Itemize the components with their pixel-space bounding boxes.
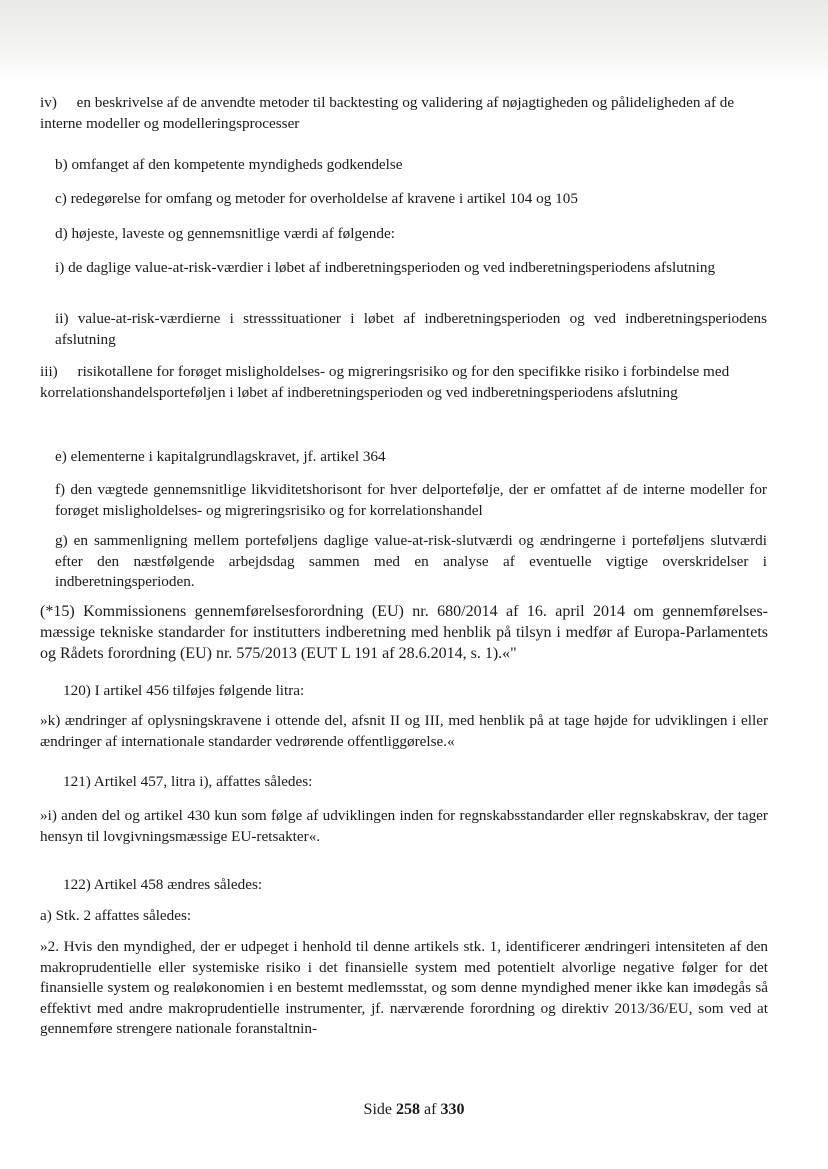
paragraph-b: b) omfanget af den kompetente myndigheds godkendelse: [55, 156, 403, 173]
footer-page-number: 258: [396, 1101, 420, 1118]
footer-middle: af: [424, 1101, 437, 1118]
paragraph-d: d) højeste, laveste og gennemsnitlige værdi af følgende:: [55, 225, 395, 242]
paragraph-d-iii-number: iii): [40, 363, 58, 380]
item-121-i: »i) anden del og artikel 430 kun som følge af udviklingen inden for regnskabsstandarder eller regnskabskrav, der tager hensyn til lovgivningsmæssige EU-retsakter«.: [40, 807, 768, 845]
item-120: 120) I artikel 456 tilføjes følgende litra:: [63, 682, 305, 699]
item-120-k: »k) ændringer af oplysningskravene i ottende del, afsnit II og III, med henblik på at tage højde for udviklingen i eller ændringer af internationale standarder vedrørende offentliggørelse.«: [40, 712, 768, 750]
item-121: 121) Artikel 457, litra i), affattes således:: [63, 773, 313, 790]
item-122-a: a) Stk. 2 affattes således:: [40, 907, 192, 924]
paragraph-iv: [40, 93, 770, 134]
paragraph-d-ii: ii) value-at-risk-værdierne i stresssituationer i løbet af indberetningsperioden og ved indberetningsperiodens afslutning: [55, 310, 767, 348]
paragraph-e: e) elementerne i kapitalgrundlagskravet, jf. artikel 364: [55, 448, 386, 465]
paragraph-d-iii-text: risikotallene for forøget misligholdelses- og migreringsrisiko og for den specifikke risiko i forbindelse med korrelationshandelsporteføljen i løbet af indberetningsperioden og ved indberetningsperiodens afslutning: [40, 363, 730, 401]
scan-header-shadow: [0, 0, 828, 82]
paragraph-d-iii: [40, 362, 770, 403]
footnote-15: (*15) Kommissionens gennemførelsesforordning (EU) nr. 680/2014 af 16. april 2014 om gennemførelsesmæssige tekniske standarder for institutters indberetning med henblik på tilsyn i medfør af Europa-Parlamentets og Rådets forordning (EU) nr. 575/2013 (EUT L 191 af 28.6.2014, s. 1).«": [40, 603, 768, 662]
paragraph-c: c) redegørelse for omfang og metoder for overholdelse af kravene i artikel 104 og 105: [55, 190, 578, 207]
paragraph-g: g) en sammenligning mellem porteføljens daglige value-at-risk-slutværdi og ændringerne i porteføljens slutværdi efter den næstfølgende arbejdsdag sammen med en analyse af eventuelle vigtige overskridelser i indberetningsperioden.: [55, 532, 767, 590]
paragraph-f: f) den vægtede gennemsnitlige likviditetshorisont for hver delportefølje, der er omfattet af de interne modeller for forøget misligholdelses- og migreringsrisiko og for korrelationshandel: [55, 481, 767, 519]
footer-prefix: Side: [363, 1101, 392, 1118]
footer-total-pages: 330: [440, 1101, 465, 1118]
page-footer: [0, 1101, 828, 1119]
paragraph-d-i: i) de daglige value-at-risk-værdier i løbet af indberetningsperioden og ved indberetningsperiodens afslutning: [55, 259, 716, 276]
item-122: 122) Artikel 458 ændres således:: [63, 876, 263, 893]
paragraph-iv-text: en beskrivelse af de anvendte metoder til backtesting og validering af nøjagtigheden og pålideligheden af de interne modeller og modelleringsprocesser: [40, 94, 735, 132]
item-122-stk-2: »2. Hvis den myndighed, der er udpeget i henhold til denne artikels stk. 1, identificerer ændringeri intensiteten af den makroprudentielle eller systemiske risiko i det finansielle system med potentielt alvorlige negative følger for det finansielle system og realøkonomien i en bestemt medlemsstat, og som denne myndighed mener ikke kan imødegås så effektivt med andre makroprudentielle instrumenter, jf. nærværende forordning og direktiv 2013/36/EU, som ved at gennemføre strengere nationale foranstaltnin-: [40, 938, 768, 1037]
paragraph-iv-number: iv): [40, 94, 57, 111]
